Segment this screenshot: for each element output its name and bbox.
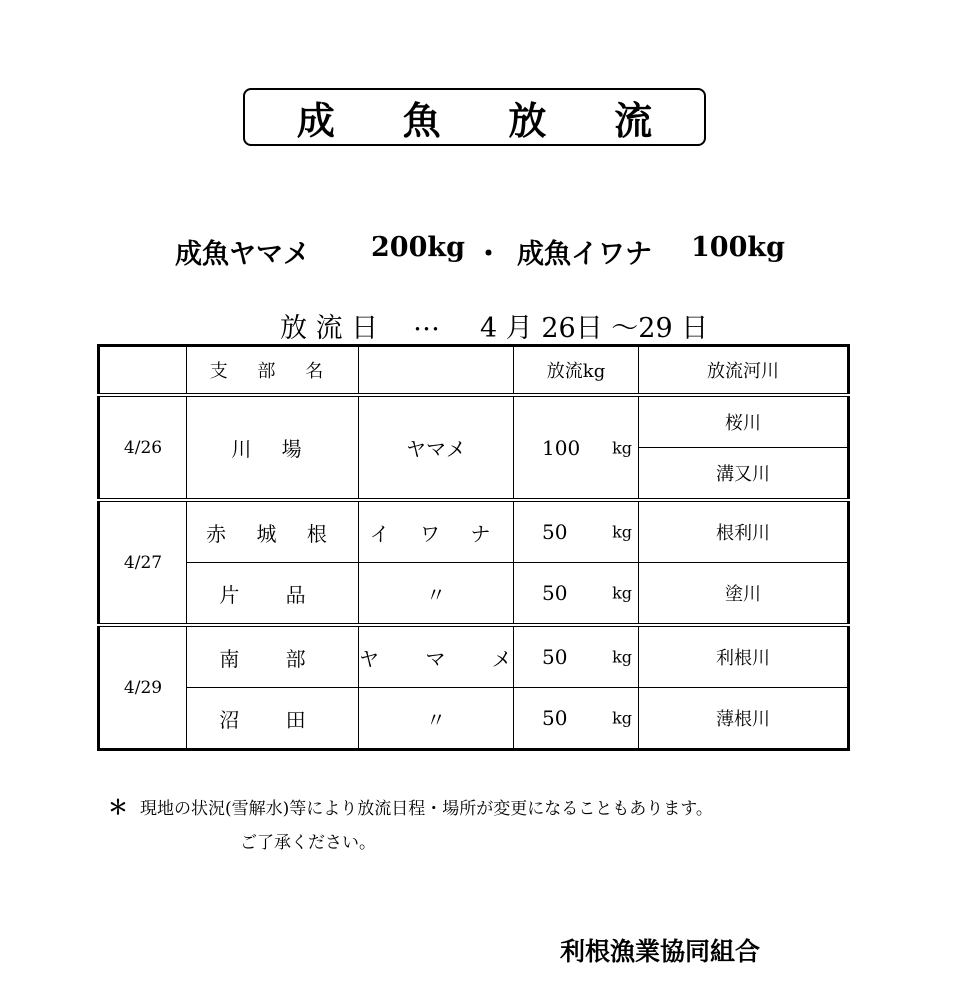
table-row <box>99 563 849 626</box>
subtitle-iwana: 成魚イワナ <box>517 239 652 270</box>
title-char: 魚 <box>402 97 441 143</box>
amount-value: 50 <box>542 581 568 605</box>
row-fish: 〃 <box>359 563 514 626</box>
row-fish: イ ワ ナ <box>359 500 514 563</box>
release-schedule-table <box>97 344 850 751</box>
row-branch: 沼 田 <box>187 688 359 750</box>
row-amount <box>514 625 639 688</box>
release-dots: … <box>413 306 440 337</box>
row-river: 桜川 <box>639 395 849 448</box>
title-box <box>243 88 706 146</box>
row-river: 溝又川 <box>639 448 849 501</box>
organization-name: 利根漁業協同組合 <box>560 937 761 966</box>
notice-line-2: ご了承ください。 <box>240 833 376 853</box>
table-row <box>99 688 849 750</box>
row-fish: ヤマメ <box>359 395 514 500</box>
subtitle-iwana-amount: 100kg <box>691 232 785 263</box>
table-header-row <box>99 346 849 396</box>
row-river: 利根川 <box>639 625 849 688</box>
table-row <box>99 395 849 448</box>
row-river: 根利川 <box>639 500 849 563</box>
table-row <box>99 500 849 563</box>
subtitle-yamame: 成魚ヤマメ <box>175 239 310 270</box>
header-branch: 支 部 名 <box>187 346 359 396</box>
notice-line-1 <box>108 790 713 826</box>
release-label: 放 流 日 <box>280 313 379 344</box>
row-fish: ヤ マ メ <box>359 625 514 688</box>
amount-unit: kg <box>612 522 632 542</box>
subtitle-yamame-amount: 200kg <box>371 232 465 263</box>
row-date: 4/27 <box>99 500 187 625</box>
title-char: 流 <box>614 97 653 143</box>
row-branch: 南 部 <box>187 625 359 688</box>
title-char: 成 <box>296 97 335 143</box>
release-period: 4 月 26日 ～29 日 <box>480 313 709 344</box>
notice <box>108 790 713 860</box>
amount-value: 50 <box>542 645 568 669</box>
subtitle <box>175 232 795 276</box>
row-date: 4/29 <box>99 625 187 750</box>
amount-unit: kg <box>612 708 632 728</box>
row-river: 塗川 <box>639 563 849 626</box>
amount-value: 50 <box>542 520 568 544</box>
title-char: 放 <box>508 97 547 143</box>
subtitle-separator: ・ <box>475 239 502 270</box>
row-river: 薄根川 <box>639 688 849 750</box>
row-amount <box>514 395 639 500</box>
row-amount <box>514 563 639 626</box>
row-branch: 片 品 <box>187 563 359 626</box>
row-branch: 川 場 <box>187 395 359 500</box>
amount-value: 100 <box>542 435 581 460</box>
header-river: 放流河川 <box>639 346 849 396</box>
header-fish <box>359 346 514 396</box>
row-amount <box>514 688 639 750</box>
asterisk-icon: ＊ <box>108 795 128 819</box>
header-date <box>99 346 187 396</box>
header-amount: 放流kg <box>514 346 639 396</box>
amount-value: 50 <box>542 706 568 730</box>
row-amount <box>514 500 639 563</box>
row-date: 4/26 <box>99 395 187 500</box>
amount-unit: kg <box>612 438 632 457</box>
row-branch: 赤 城 根 <box>187 500 359 563</box>
amount-unit: kg <box>612 647 632 667</box>
amount-unit: kg <box>612 583 632 603</box>
table-row <box>99 625 849 688</box>
notice-text-1: 現地の状況(雪解水)等により放流日程・場所が変更になることもあります。 <box>140 799 713 819</box>
row-fish: 〃 <box>359 688 514 750</box>
